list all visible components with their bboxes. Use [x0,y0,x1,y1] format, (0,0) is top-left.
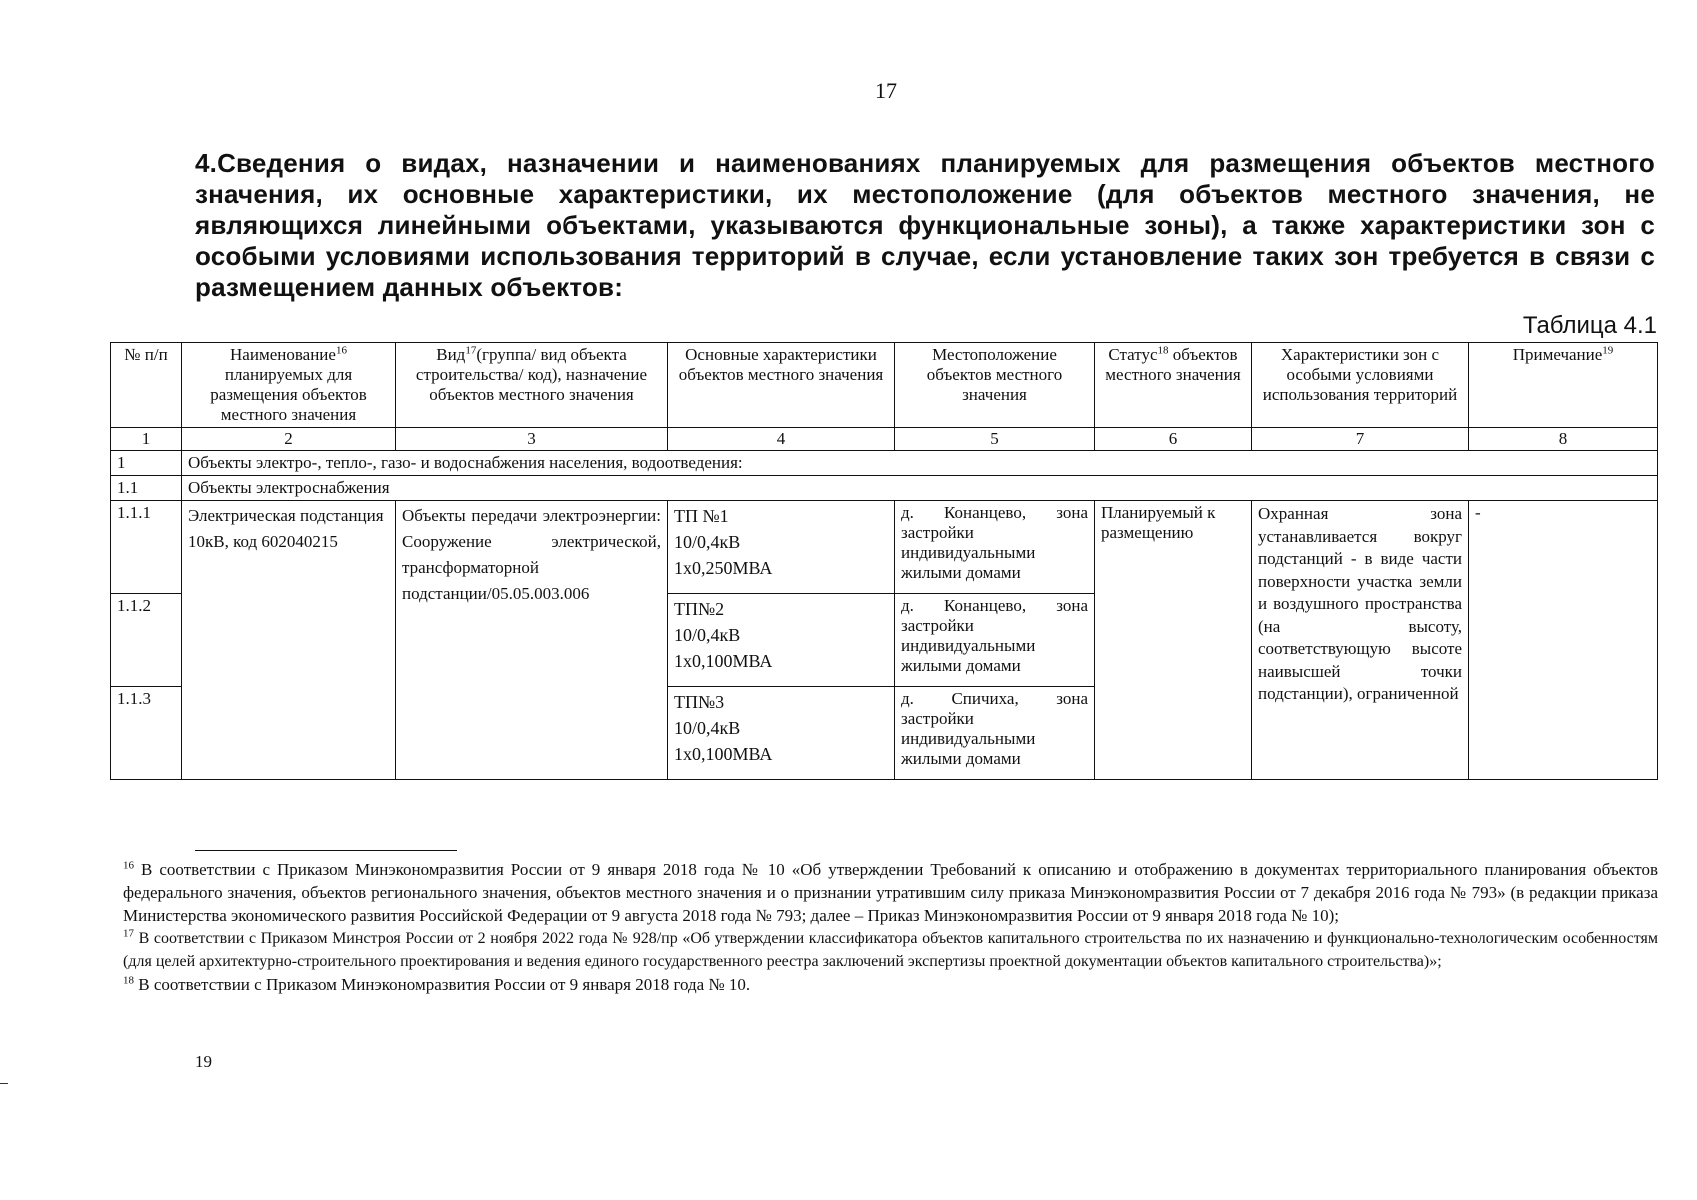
section-title: Объекты электро-, тепло-, газо- и водоснабжения населения, водоотведения: [182,451,1658,476]
object-characteristics: ТП №1 10/0,4кВ 1х0,250МВА [668,501,895,594]
header-note: Примечание$^{19}$ [1469,343,1658,428]
page-number: 17 [875,78,897,103]
header-kind: Вид$^{17}$(группа/ вид объекта строительства/ код), назначение объектов местного значения [396,343,668,428]
section-number: 1 [111,451,182,476]
objects-table [110,342,1658,780]
subsection-number: 1.1 [111,476,182,501]
row-number: 1.1.2 [111,594,182,687]
footnote-19-mark: 19 [195,1052,212,1071]
object-location: д. Спичиха, зона застройки индивидуальными жилыми домами [895,687,1095,780]
header-zones: Характеристики зон с особыми условиями использования территорий [1252,343,1469,428]
footnotes [123,858,1658,996]
object-status: Планируемый к размещению [1095,501,1252,780]
table-caption: Таблица 4.1 [1522,312,1657,339]
object-characteristics: ТП№3 10/0,4кВ 1х0,100МВА [668,687,895,780]
object-location: д. Конанцево, зона застройки индивидуальными жилыми домами [895,501,1095,594]
column-number: 4 [668,428,895,451]
column-number: 2 [182,428,396,451]
header-number: № п/п [111,343,182,428]
object-location: д. Конанцево, зона застройки индивидуальными жилыми домами [895,594,1095,687]
table-row [111,501,1658,594]
object-characteristics: ТП№2 10/0,4кВ 1х0,100МВА [668,594,895,687]
zone-characteristics: Охранная зона устанавливается вокруг подстанций - в виде части поверхности участка земли и воздушного пространства (на высоту, соответствующую высоте наивысшей точки подстанции), ограниченной [1252,501,1469,780]
header-location: Местоположение объектов местного значения [895,343,1095,428]
footnote-17: $^{17}$ В соответствии с Приказом Минстроя России от 2 ноября 2022 года № 928/пр «Об утверждении классификатора объектов капитального строительства по их назначению и функционально-технологическим особенностям (для целей архитектурно-строительного проектирования и ведения единого государственного реестра заключений экспертизы проектной документации объектов капитального строительства)»; [123,927,1659,970]
object-name: Электрическая подстанция 10кВ, код 602040215 [182,501,396,780]
footnote-16: $^{16}$ В соответствии с Приказом Минэкономразвития России от 9 января 2018 года № 10 «Об утверждении Требований к описанию и отображению в документах территориального планирования объектов федерального значения, объектов регионального значения, объектов местного значения и о признании утратившим силу приказа Минэкономразвития России от 7 декабря 2016 года № 793» (в редакции приказа Министерства экономического развития Российской Федерации от 9 августа 2018 года № 793; далее – Приказ Минэкономразвития России от 9 января 2018 года № 10); [123,859,1658,925]
footnote-18: $^{18}$ В соответствии с Приказом Минэкономразвития России от 9 января 2018 года № 10. [123,974,751,994]
object-kind: Объекты передачи электроэнергии: Сооружение электрической, трансформаторной подстанции/05.05.003.006 [396,501,668,780]
section-heading: 4.Сведения о видах, назначении и наименованиях планируемых для размещения объектов местного значения, их основные характеристики, их местоположение (для объектов местного значения, не являющихся линейными объектами, указываются функциональные зоны), а также характеристики зон с особыми условиями использования территорий в случае, если установление таких зон требуется в связи с размещением данных объектов: [195,148,1655,302]
header-characteristics: Основные характеристики объектов местного значения [668,343,895,428]
section-row [111,451,1658,476]
column-number: 1 [111,428,182,451]
column-number: 6 [1095,428,1252,451]
column-number: 3 [396,428,668,451]
header-name: Наименование$^{16}$ планируемых для размещения объектов местного значения [182,343,396,428]
subsection-title: Объекты электроснабжения [182,476,1658,501]
margin-mark [0,1083,8,1084]
footnote-separator [195,850,457,851]
row-number: 1.1.1 [111,501,182,594]
object-note: - [1469,501,1658,780]
column-number-row [111,428,1658,451]
header-status: Статус$^{18}$ объектов местного значения [1095,343,1252,428]
subsection-row [111,476,1658,501]
column-number: 7 [1252,428,1469,451]
row-number: 1.1.3 [111,687,182,780]
table-header-row [111,343,1658,428]
column-number: 8 [1469,428,1658,451]
column-number: 5 [895,428,1095,451]
